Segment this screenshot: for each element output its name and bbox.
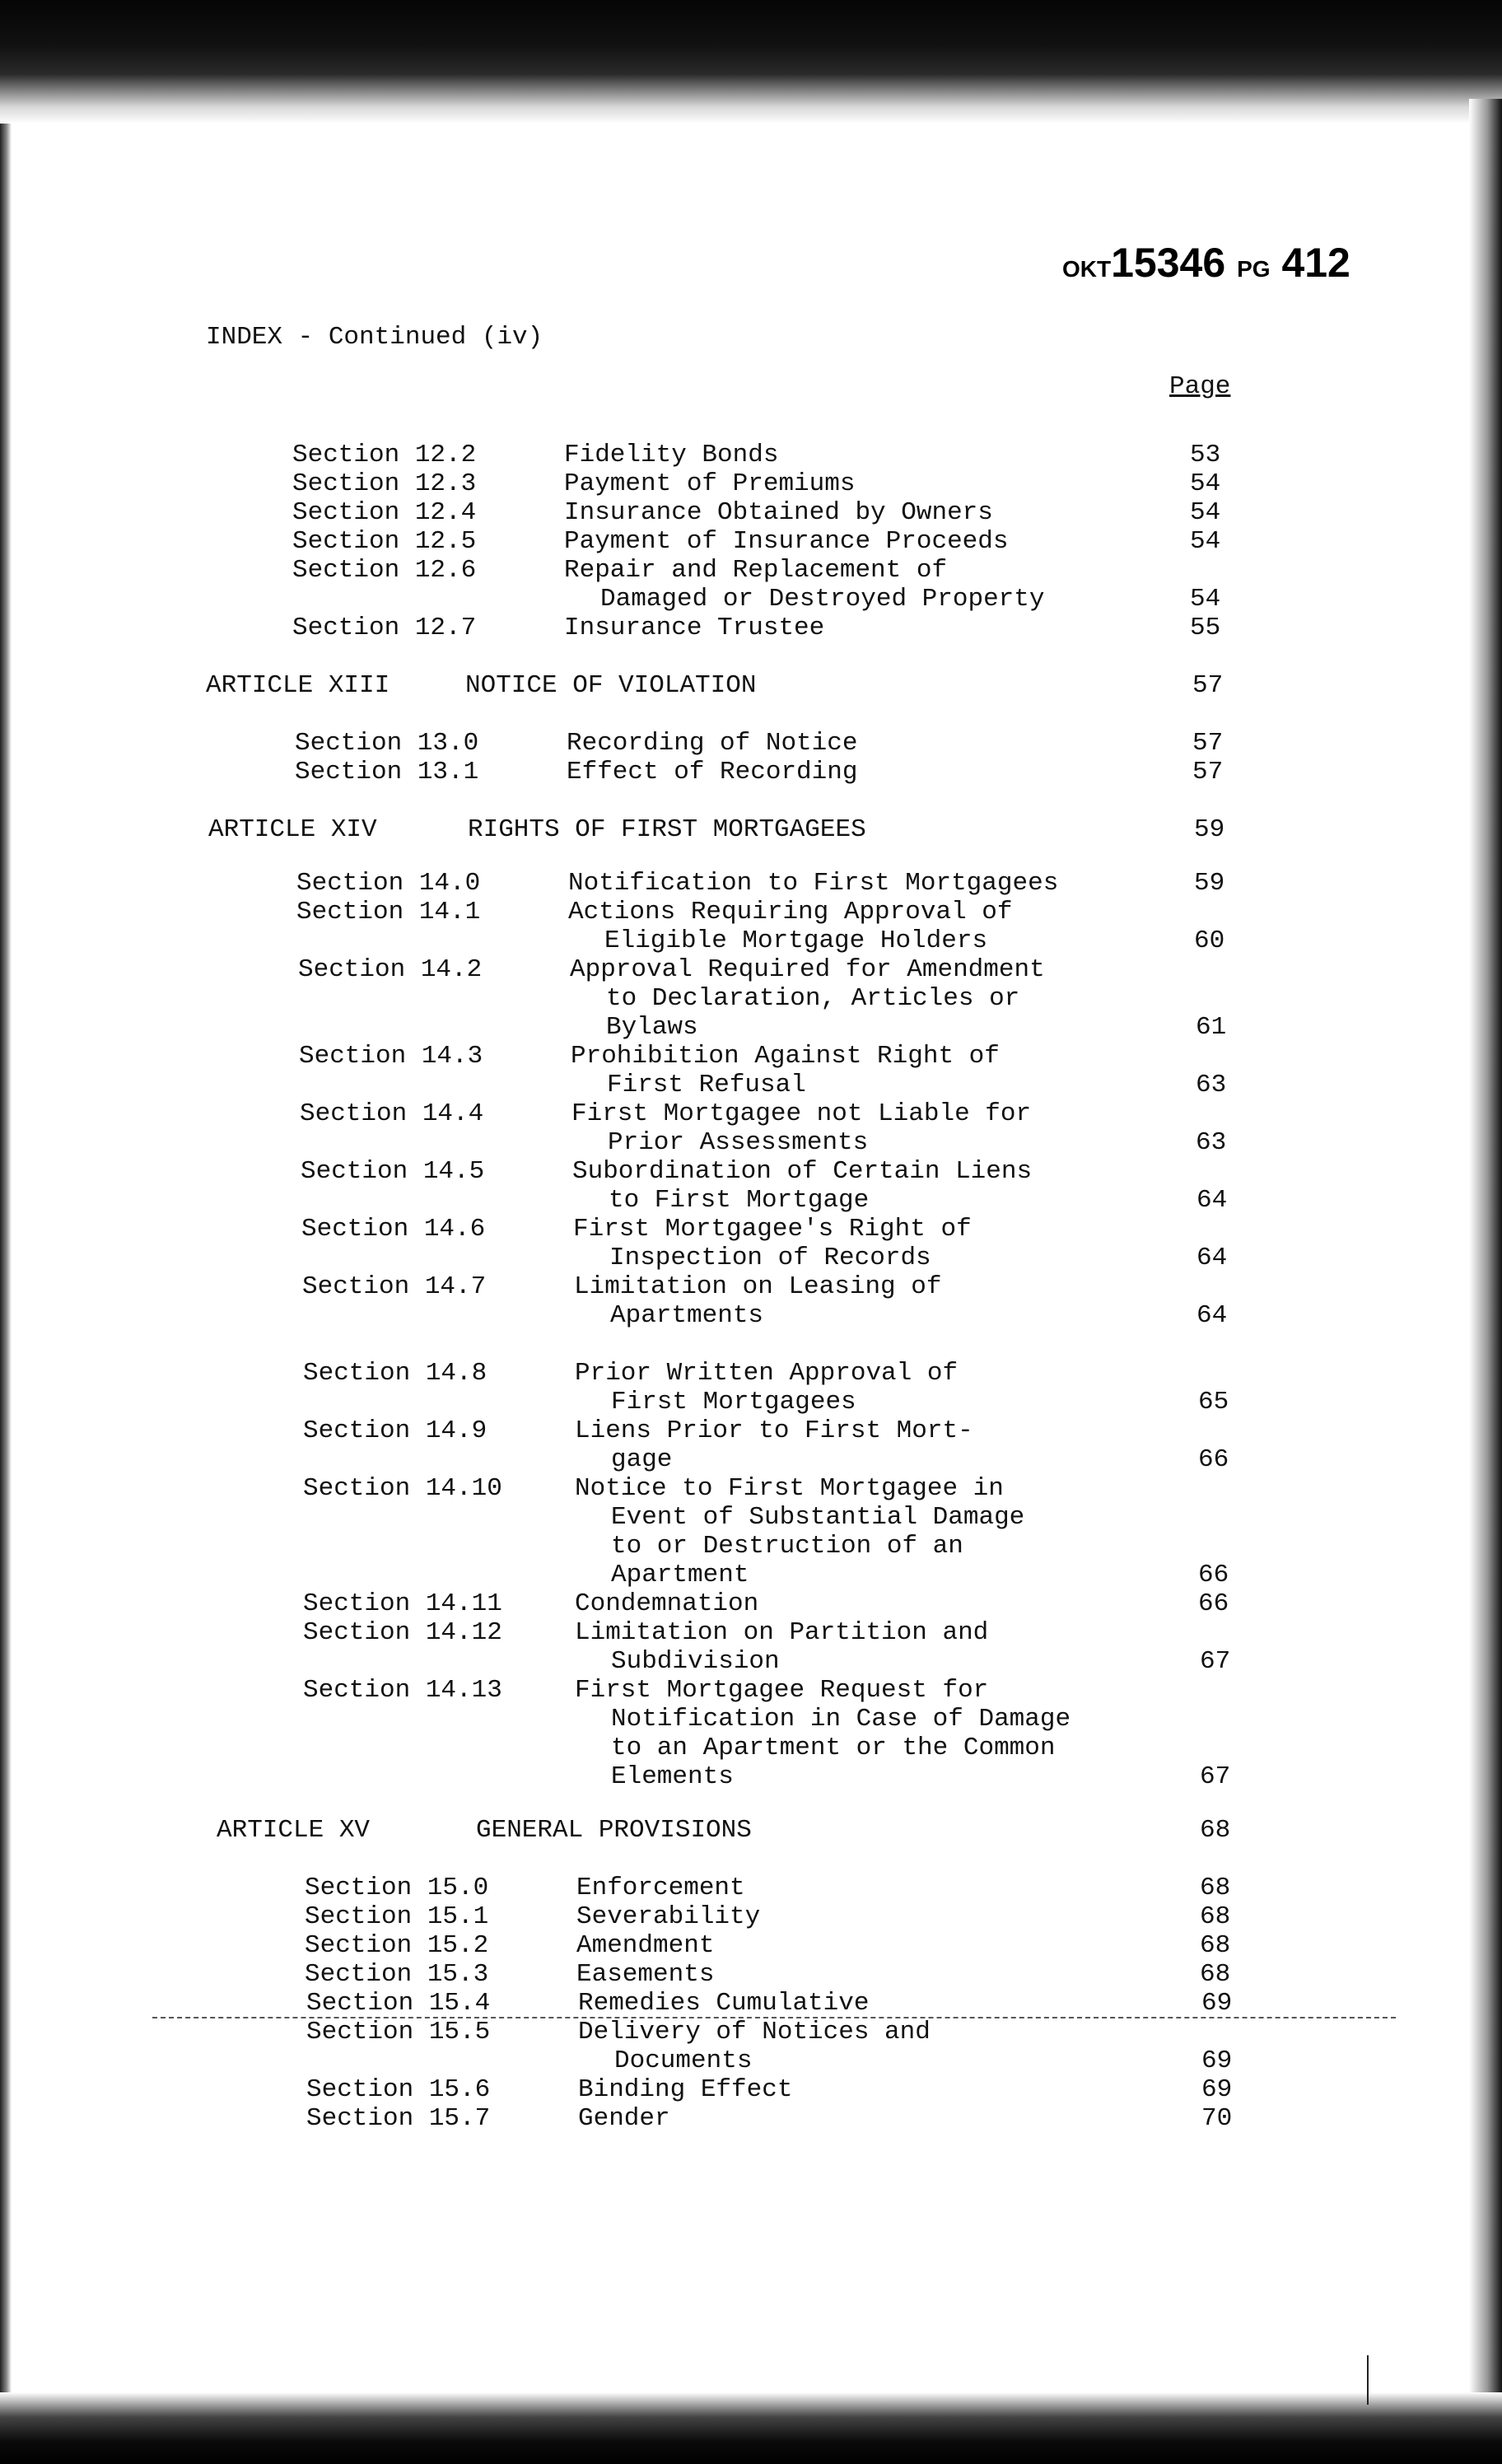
- section-number: Section 15.0: [305, 1874, 489, 1902]
- section-number: Section 14.1: [296, 898, 481, 926]
- section-number: Section 15.3: [305, 1960, 489, 1989]
- page-number: 65: [1198, 1388, 1229, 1416]
- section-number: Section 14.7: [302, 1272, 487, 1301]
- section-number: Section 14.0: [296, 869, 481, 898]
- entry-continuation-row: [0, 1301, 1502, 1331]
- article-title: GENERAL PROVISIONS: [476, 1816, 752, 1845]
- section-number: Section 14.9: [303, 1416, 487, 1445]
- section-row: [0, 1474, 1502, 1504]
- section-row: [0, 1416, 1502, 1446]
- page-number: 54: [1190, 527, 1221, 556]
- entry-title: First Mortgagees: [611, 1388, 856, 1416]
- page-number: 57: [1192, 671, 1224, 700]
- entry-continuation-row: [0, 1734, 1502, 1763]
- entry-title: Notification in Case of Damage: [611, 1705, 1071, 1734]
- entry-continuation-row: [0, 2046, 1502, 2076]
- entry-title: Apartments: [610, 1301, 764, 1330]
- entry-title: Notification to First Mortgagees: [568, 869, 1059, 898]
- index-heading: INDEX - Continued (iv): [206, 323, 543, 352]
- entry-title: Severability: [576, 1902, 761, 1931]
- page-number: 67: [1200, 1647, 1231, 1676]
- entry-title: Delivery of Notices and: [578, 2018, 931, 2046]
- stamp-pg-label: PG: [1237, 256, 1271, 282]
- entry-title: First Mortgagee's Right of: [573, 1215, 972, 1244]
- page-number: 61: [1196, 1013, 1227, 1042]
- entry-title: Actions Requiring Approval of: [568, 898, 1013, 926]
- section-number: Section 14.12: [303, 1618, 502, 1647]
- entry-title: to an Apartment or the Common: [611, 1734, 1056, 1762]
- section-number: Section 15.5: [306, 2018, 491, 2046]
- entry-title: Liens Prior to First Mort-: [575, 1416, 973, 1445]
- section-row: [0, 1272, 1502, 1302]
- page-number: 68: [1200, 1902, 1231, 1931]
- section-row: [0, 1902, 1502, 1932]
- page-number: 54: [1190, 498, 1221, 527]
- entry-title: First Refusal: [607, 1071, 806, 1099]
- article-row: [0, 671, 1502, 701]
- article-number: ARTICLE XV: [217, 1816, 371, 1845]
- entry-continuation-row: [0, 1647, 1502, 1677]
- section-row: [0, 498, 1502, 528]
- entry-continuation-row: [0, 1186, 1502, 1216]
- entry-title: Event of Substantial Damage: [611, 1503, 1025, 1532]
- entry-continuation-row: [0, 1705, 1502, 1734]
- entry-continuation-row: [0, 585, 1502, 614]
- entry-title: First Mortgagee not Liable for: [571, 1099, 1032, 1128]
- section-row: [0, 556, 1502, 586]
- entry-title: Notice to First Mortgagee in: [575, 1474, 1004, 1503]
- article-title: RIGHTS OF FIRST MORTGAGEES: [468, 815, 866, 844]
- entry-title: Easements: [576, 1960, 715, 1989]
- entry-title: Inspection of Records: [609, 1244, 931, 1272]
- entry-continuation-row: [0, 1445, 1502, 1475]
- page-number: 64: [1196, 1244, 1228, 1272]
- page-number: 69: [1201, 2075, 1233, 2104]
- section-number: Section 14.11: [303, 1589, 502, 1618]
- section-number: Section 13.1: [295, 758, 479, 786]
- page-number: 66: [1198, 1589, 1229, 1618]
- section-number: Section 15.2: [305, 1931, 489, 1960]
- section-row: [0, 1874, 1502, 1903]
- page-number: 63: [1196, 1071, 1227, 1099]
- page-number: 69: [1201, 2046, 1233, 2075]
- page-number: 59: [1194, 815, 1225, 844]
- entry-continuation-row: [0, 1071, 1502, 1100]
- section-number: Section 15.6: [306, 2075, 491, 2104]
- page-number: 68: [1200, 1874, 1231, 1902]
- page-column-label: Page: [1169, 372, 1231, 401]
- section-row: [0, 1960, 1502, 1990]
- scan-mark: [1367, 2355, 1369, 2405]
- recording-stamp: [1062, 239, 1392, 287]
- page-number: 55: [1190, 614, 1221, 642]
- entry-title: Insurance Obtained by Owners: [564, 498, 993, 527]
- entry-title: Repair and Replacement of: [564, 556, 948, 585]
- section-number: Section 15.1: [305, 1902, 489, 1931]
- entry-title: Elements: [611, 1762, 734, 1791]
- entry-title: Limitation on Partition and: [575, 1618, 989, 1647]
- section-row: [0, 869, 1502, 898]
- entry-title: Prohibition Against Right of: [571, 1042, 1000, 1071]
- section-row: [0, 1589, 1502, 1619]
- section-row: [0, 469, 1502, 499]
- section-row: [0, 758, 1502, 787]
- section-number: Section 14.4: [300, 1099, 484, 1128]
- page-number: 54: [1190, 469, 1221, 498]
- page-number: 66: [1198, 1561, 1229, 1589]
- page-number: 57: [1192, 729, 1224, 758]
- entry-title: Remedies Cumulative: [578, 1989, 870, 2018]
- entry-title: Prior Assessments: [608, 1128, 869, 1157]
- entry-continuation-row: [0, 1503, 1502, 1533]
- entry-title: Apartment: [611, 1561, 749, 1589]
- entry-title: Enforcement: [576, 1874, 745, 1902]
- section-number: Section 14.13: [303, 1676, 502, 1705]
- page-number: 63: [1196, 1128, 1227, 1157]
- article-row: [0, 815, 1502, 845]
- section-number: Section 12.7: [292, 614, 477, 642]
- entry-title: Payment of Premiums: [564, 469, 856, 498]
- section-row: [0, 898, 1502, 927]
- article-number: ARTICLE XIV: [208, 815, 377, 844]
- page-number: 57: [1192, 758, 1224, 786]
- page-number: 70: [1201, 2104, 1233, 2133]
- section-row: [0, 955, 1502, 985]
- fold-line: [152, 2017, 1396, 2018]
- page-number: 66: [1198, 1445, 1229, 1474]
- entry-title: Subdivision: [611, 1647, 780, 1676]
- entry-title: Limitation on Leasing of: [574, 1272, 942, 1301]
- stamp-page: 412: [1281, 240, 1350, 286]
- section-row: [0, 1989, 1502, 2018]
- entry-title: Fidelity Bonds: [564, 441, 779, 469]
- entry-title: Subordination of Certain Liens: [572, 1157, 1033, 1186]
- section-number: Section 12.6: [292, 556, 477, 585]
- entry-title: Bylaws: [606, 1013, 698, 1042]
- section-number: Section 15.4: [306, 1989, 491, 2018]
- article-row: [0, 1816, 1502, 1846]
- section-row: [0, 614, 1502, 643]
- entry-title: Prior Written Approval of: [575, 1359, 959, 1388]
- entry-title: Documents: [614, 2046, 753, 2075]
- entry-continuation-row: [0, 1532, 1502, 1561]
- entry-title: Payment of Insurance Proceeds: [564, 527, 1009, 556]
- section-row: [0, 2104, 1502, 2134]
- page-number: 64: [1196, 1301, 1228, 1330]
- section-row: [0, 729, 1502, 758]
- entry-continuation-row: [0, 1561, 1502, 1590]
- section-row: [0, 527, 1502, 557]
- page-number: 68: [1200, 1960, 1231, 1989]
- section-row: [0, 1359, 1502, 1388]
- entry-title: to or Destruction of an: [611, 1532, 963, 1561]
- section-number: Section 14.6: [301, 1215, 486, 1244]
- entry-title: Gender: [578, 2104, 670, 2133]
- section-row: [0, 1157, 1502, 1187]
- section-row: [0, 2018, 1502, 2047]
- section-number: Section 14.5: [301, 1157, 485, 1186]
- entry-continuation-row: [0, 1244, 1502, 1273]
- page-number: 54: [1190, 585, 1221, 614]
- entry-title: Condemnation: [575, 1589, 759, 1618]
- entry-title: gage: [611, 1445, 673, 1474]
- section-row: [0, 2075, 1502, 2105]
- entry-title: to First Mortgage: [609, 1186, 870, 1215]
- section-number: Section 12.3: [292, 469, 477, 498]
- entry-continuation-row: [0, 1128, 1502, 1158]
- section-row: [0, 1099, 1502, 1129]
- section-row: [0, 1042, 1502, 1071]
- page-number: 59: [1194, 869, 1225, 898]
- stamp-prefix: OKT: [1062, 256, 1112, 282]
- entry-title: to Declaration, Articles or: [606, 984, 1020, 1013]
- section-number: Section 12.5: [292, 527, 477, 556]
- page-number: 67: [1200, 1762, 1231, 1791]
- section-number: Section 14.8: [303, 1359, 487, 1388]
- entry-continuation-row: [0, 984, 1502, 1014]
- section-row: [0, 1676, 1502, 1706]
- article-number: ARTICLE XIII: [206, 671, 390, 700]
- entry-title: Effect of Recording: [567, 758, 858, 786]
- section-number: Section 14.2: [298, 955, 483, 984]
- section-number: Section 12.4: [292, 498, 477, 527]
- entry-title: Binding Effect: [578, 2075, 793, 2104]
- entry-title: Approval Required for Amendment: [570, 955, 1045, 984]
- stamp-book: 15346: [1111, 240, 1226, 286]
- entry-title: Amendment: [576, 1931, 715, 1960]
- entry-continuation-row: [0, 1762, 1502, 1792]
- section-number: Section 12.2: [292, 441, 477, 469]
- entry-title: First Mortgagee Request for: [575, 1676, 989, 1705]
- section-number: Section 14.10: [303, 1474, 502, 1503]
- entry-title: Eligible Mortgage Holders: [604, 926, 988, 955]
- entry-continuation-row: [0, 1013, 1502, 1043]
- page-number: 53: [1190, 441, 1221, 469]
- section-row: [0, 1215, 1502, 1244]
- article-title: NOTICE OF VIOLATION: [465, 671, 757, 700]
- section-row: [0, 1931, 1502, 1961]
- entry-continuation-row: [0, 1388, 1502, 1417]
- section-number: Section 14.3: [299, 1042, 483, 1071]
- page-number: 64: [1196, 1186, 1228, 1215]
- entry-title: Recording of Notice: [567, 729, 858, 758]
- section-row: [0, 1618, 1502, 1648]
- page-number: 69: [1201, 1989, 1233, 2018]
- entry-title: Damaged or Destroyed Property: [600, 585, 1045, 614]
- entry-continuation-row: [0, 926, 1502, 956]
- section-number: Section 15.7: [306, 2104, 491, 2133]
- page-number: 60: [1194, 926, 1225, 955]
- entry-title: Insurance Trustee: [564, 614, 825, 642]
- page-number: 68: [1200, 1816, 1231, 1845]
- section-number: Section 13.0: [295, 729, 479, 758]
- section-row: [0, 441, 1502, 470]
- page-number: 68: [1200, 1931, 1231, 1960]
